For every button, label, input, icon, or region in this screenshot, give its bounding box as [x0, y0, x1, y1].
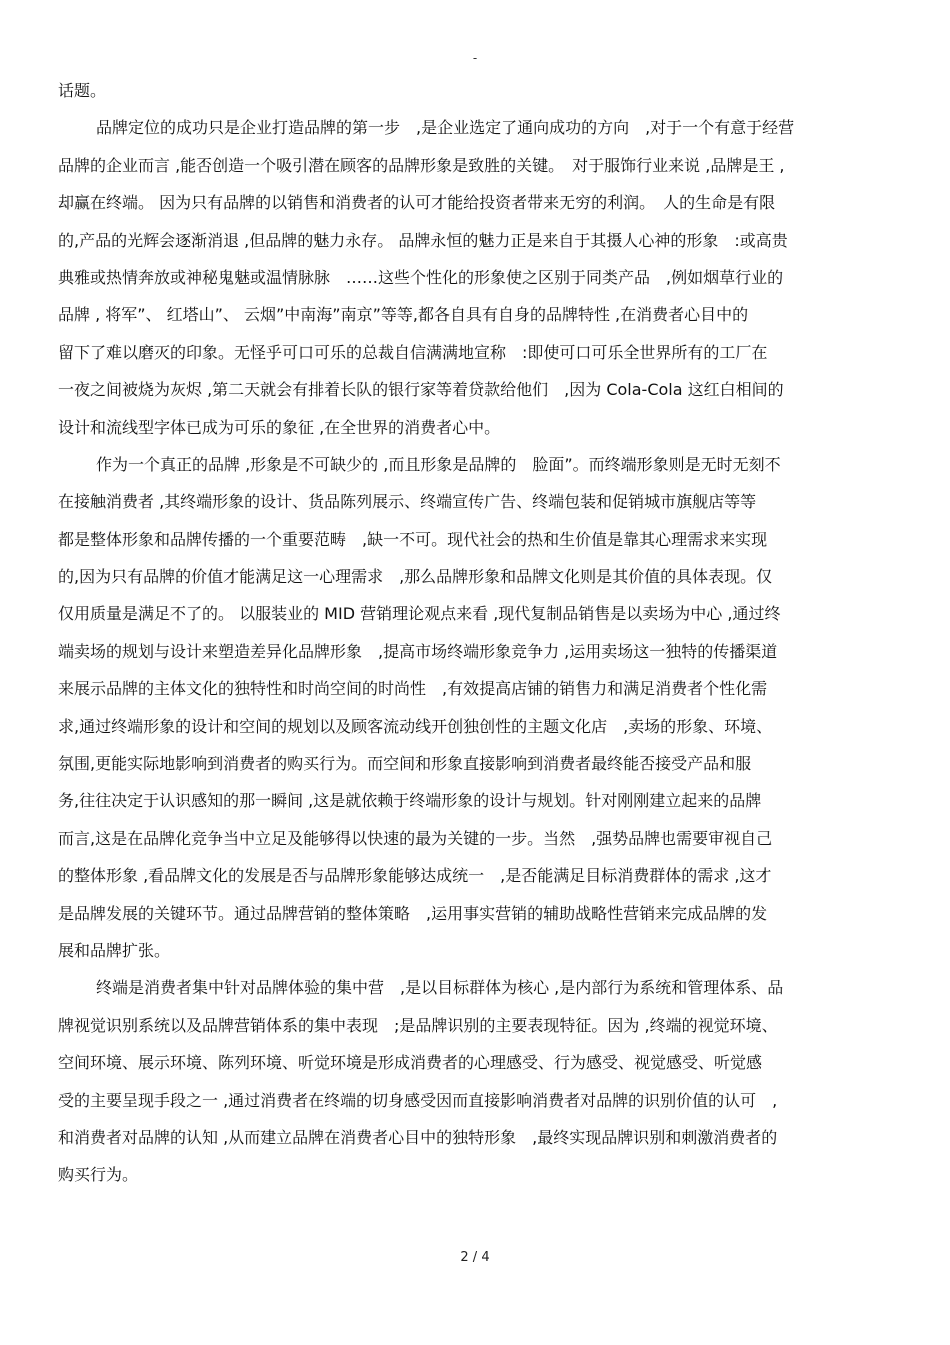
text-line: 仅用质量是满足不了的。 以服装业的 MID 营销理论观点来看 ,现代复制品销售是以卖场为中心 ,通过终 [58, 604, 781, 624]
text-line: 品牌 , 将军”、 红塔山”、 云烟”中南海”南京”等等,都各自具有自身的品牌特性 ,在消费者心目中的 [58, 305, 749, 325]
text-line: 而言,这是在品牌化竞争当中立足及能够得以快速的最为关键的一步。当然 ,强势品牌也需要审视自己 [58, 828, 773, 848]
text-line: 品牌的企业而言 ,能否创造一个吸引潜在顾客的品牌形象是致胜的关键。 对于服饰行业来说 ,品牌是王 , [58, 155, 785, 175]
text-line: 的,产品的光辉会逐渐消退 ,但品牌的魅力永存。 品牌永恒的魅力正是来自于其摄人心神的形象 :或高贵 [58, 230, 788, 250]
text-line: 作为一个真正的品牌 ,形象是不可缺少的 ,而且形象是品牌的 脸面”。而终端形象则是无时无刻不 [96, 454, 781, 474]
text-line: 的整体形象 ,看品牌文化的发展是否与品牌形象能够达成统一 ,是否能满足目标消费群体的需求 ,这才 [58, 866, 772, 886]
text-line: 氛围,更能实际地影响到消费者的购买行为。而空间和形象直接影响到消费者最终能否接受产品和服 [58, 754, 752, 774]
text-line: 设计和流线型字体已成为可乐的象征 ,在全世界的消费者心中。 [58, 417, 501, 437]
text-line: 购买行为。 [58, 1165, 139, 1185]
text-line: 和消费者对品牌的认知 ,从而建立品牌在消费者心目中的独特形象 ,最终实现品牌识别和刺激消费者的 [58, 1127, 778, 1147]
page-number: 2 / 4 [460, 1250, 490, 1265]
text-line: 是品牌发展的关键环节。通过品牌营销的整体策略 ,运用事实营销的辅助战略性营销来完成品牌的发 [58, 903, 768, 923]
text-line: 端卖场的规划与设计来塑造差异化品牌形象 ,提高市场终端形象竞争力 ,运用卖场这一独特的传播渠道 [58, 641, 778, 661]
text-line: 留下了难以磨灭的印象。无怪乎可口可乐的总裁自信满满地宣称 :即使可口可乐全世界所有的工厂在 [58, 342, 768, 362]
text-line: 来展示品牌的主体文化的独特性和时尚空间的时尚性 ,有效提高店铺的销售力和满足消费者个性化需 [58, 679, 768, 699]
text-line: 求,通过终端形象的设计和空间的规划以及顾客流动线开创独创性的主题文化店 ,卖场的形象、环境、 [58, 716, 773, 736]
text-line: 的,因为只有品牌的价值才能满足这一心理需求 ,那么品牌形象和品牌文化则是其价值的具体表现。仅 [58, 567, 773, 587]
text-line: 话题。 [58, 81, 107, 100]
text-line: 一夜之间被烧为灰烬 ,第二天就会有排着长队的银行家等着贷款给他们 ,因为 Cola-Cola 这红白相间的 [58, 380, 784, 400]
text-line: 都是整体形象和品牌传播的一个重要范畴 ,缺一不可。现代社会的热和生价值是靠其心理需求来实现 [58, 529, 768, 549]
text-line: 品牌定位的成功只是企业打造品牌的第一步 ,是企业选定了通向成功的方向 ,对于一个有意于经营 [96, 118, 795, 138]
text-line: 务,往往决定于认识感知的那一瞬间 ,这是就依赖于终端形象的设计与规划。针对刚刚建立起来的品牌 [58, 791, 762, 811]
text-line: 牌视觉识别系统以及品牌营销体系的集中表现 ;是品牌识别的主要表现特征。因为 ,终端的视觉环境、 [58, 1015, 778, 1035]
document-body [58, 72, 896, 1194]
text-line: 终端是消费者集中针对品牌体验的集中营 ,是以目标群体为核心 ,是内部行为系统和管理体系、品 [96, 978, 784, 998]
text-line: 典雅或热情奔放或神秘鬼魅或温情脉脉 ……这些个性化的形象使之区别于同类产品 ,例如烟草行业的 [58, 267, 784, 287]
text-line: 展和品牌扩张。 [58, 940, 171, 960]
text-line: 空间环境、展示环境、陈列环境、听觉环境是形成消费者的心理感受、行为感受、视觉感受、听觉感 [58, 1053, 763, 1073]
text-line: 在接触消费者 ,其终端形象的设计、货品陈列展示、终端宣传广告、终端包装和促销城市旗舰店等等 [58, 492, 757, 512]
text-line: 却赢在终端。 因为只有品牌的以销售和消费者的认可才能给投资者带来无穷的利润。 人的生命是有限 [58, 193, 776, 213]
header-mark: - [472, 51, 478, 65]
text-line: 受的主要呈现手段之一 ,通过消费者在终端的切身感受因而直接影响消费者对品牌的识别价值的认可 , [58, 1090, 778, 1110]
